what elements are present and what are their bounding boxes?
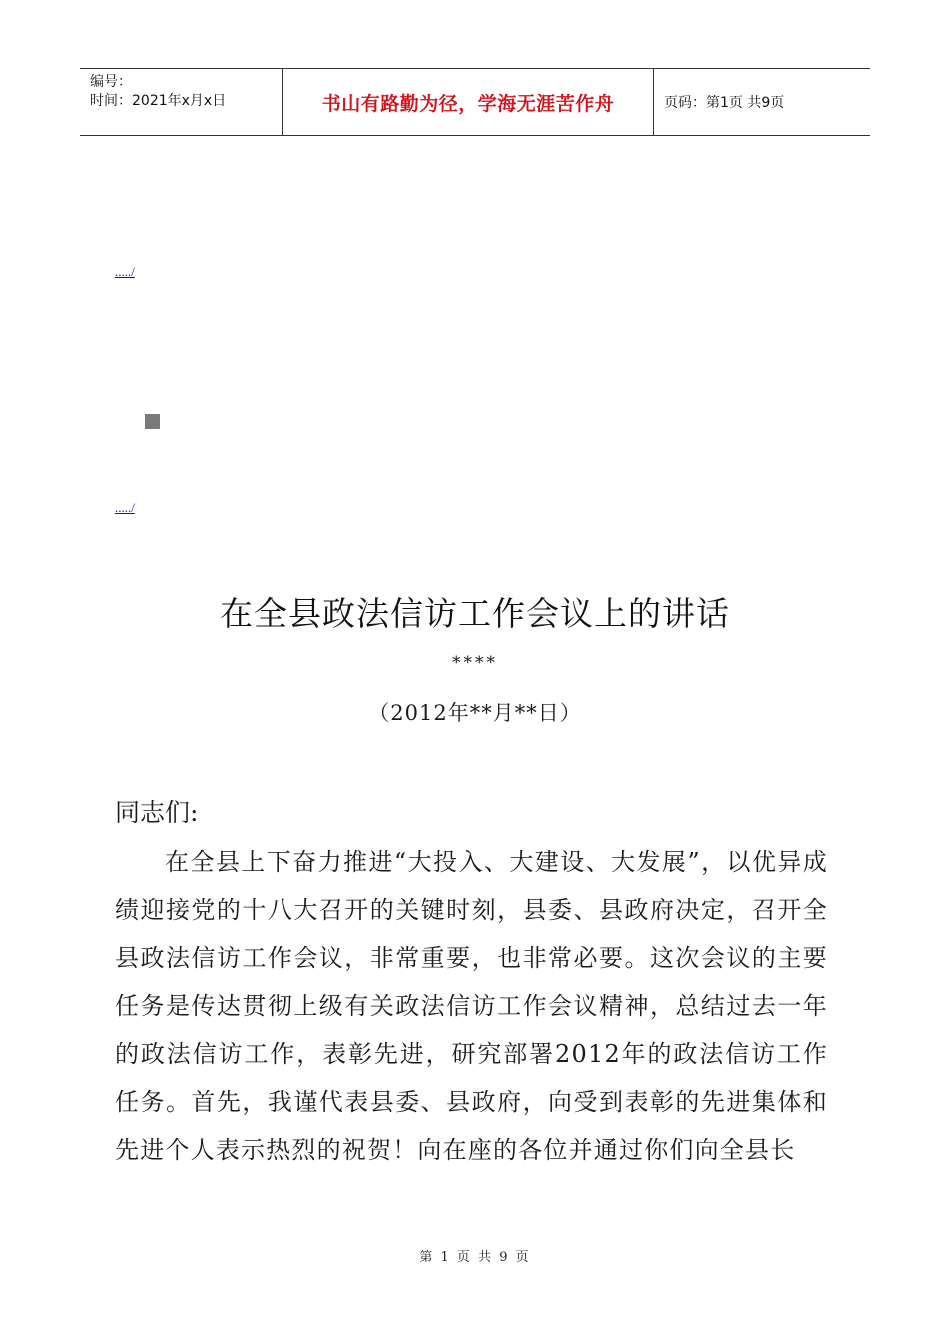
header-motto-cell (282, 69, 654, 135)
document-author: **** (452, 653, 498, 673)
bottom-link[interactable]: ...../ (115, 500, 135, 515)
document-date: （2012年**月**日） (368, 701, 582, 725)
header-page-cell (654, 69, 870, 135)
salutation: 同志们: (115, 798, 199, 827)
time-label: 时间：2021年x月x日 (90, 93, 227, 109)
body-paragraph: 在全县上下奋力推进“大投入、大建设、大发展”，以优异成绩迎接党的十八大召开的关键时刻，县委、县政府决定，召开全县政法信访工作会议，非常重要，也非常必要。这次会议的主要任务是传达贯彻上级有关政法信访工作会议精神，总结过去一年的政法信访工作，表彰先进，研究部署2012年的政法信访工作任务。首先，我谨代表县委、县政府，向受到表彰的先进集体和先进个人表示热烈的祝贺！向在座的各位并通过你们向全县长 (115, 848, 828, 1164)
header-table (80, 68, 870, 136)
number-label: 编号： (90, 74, 132, 90)
motto-text: 书山有路勤为径，学海无涯苦作舟 (321, 92, 615, 115)
page-footer: 第 1 页 共 9 页 (419, 1250, 531, 1265)
image-placeholder-icon (145, 414, 160, 429)
page-info: 页码：第1页 共9页 (664, 95, 785, 111)
header-meta (80, 69, 282, 135)
top-link[interactable]: ...../ (115, 264, 135, 279)
document-title: 在全县政法信访工作会议上的讲话 (220, 594, 730, 633)
